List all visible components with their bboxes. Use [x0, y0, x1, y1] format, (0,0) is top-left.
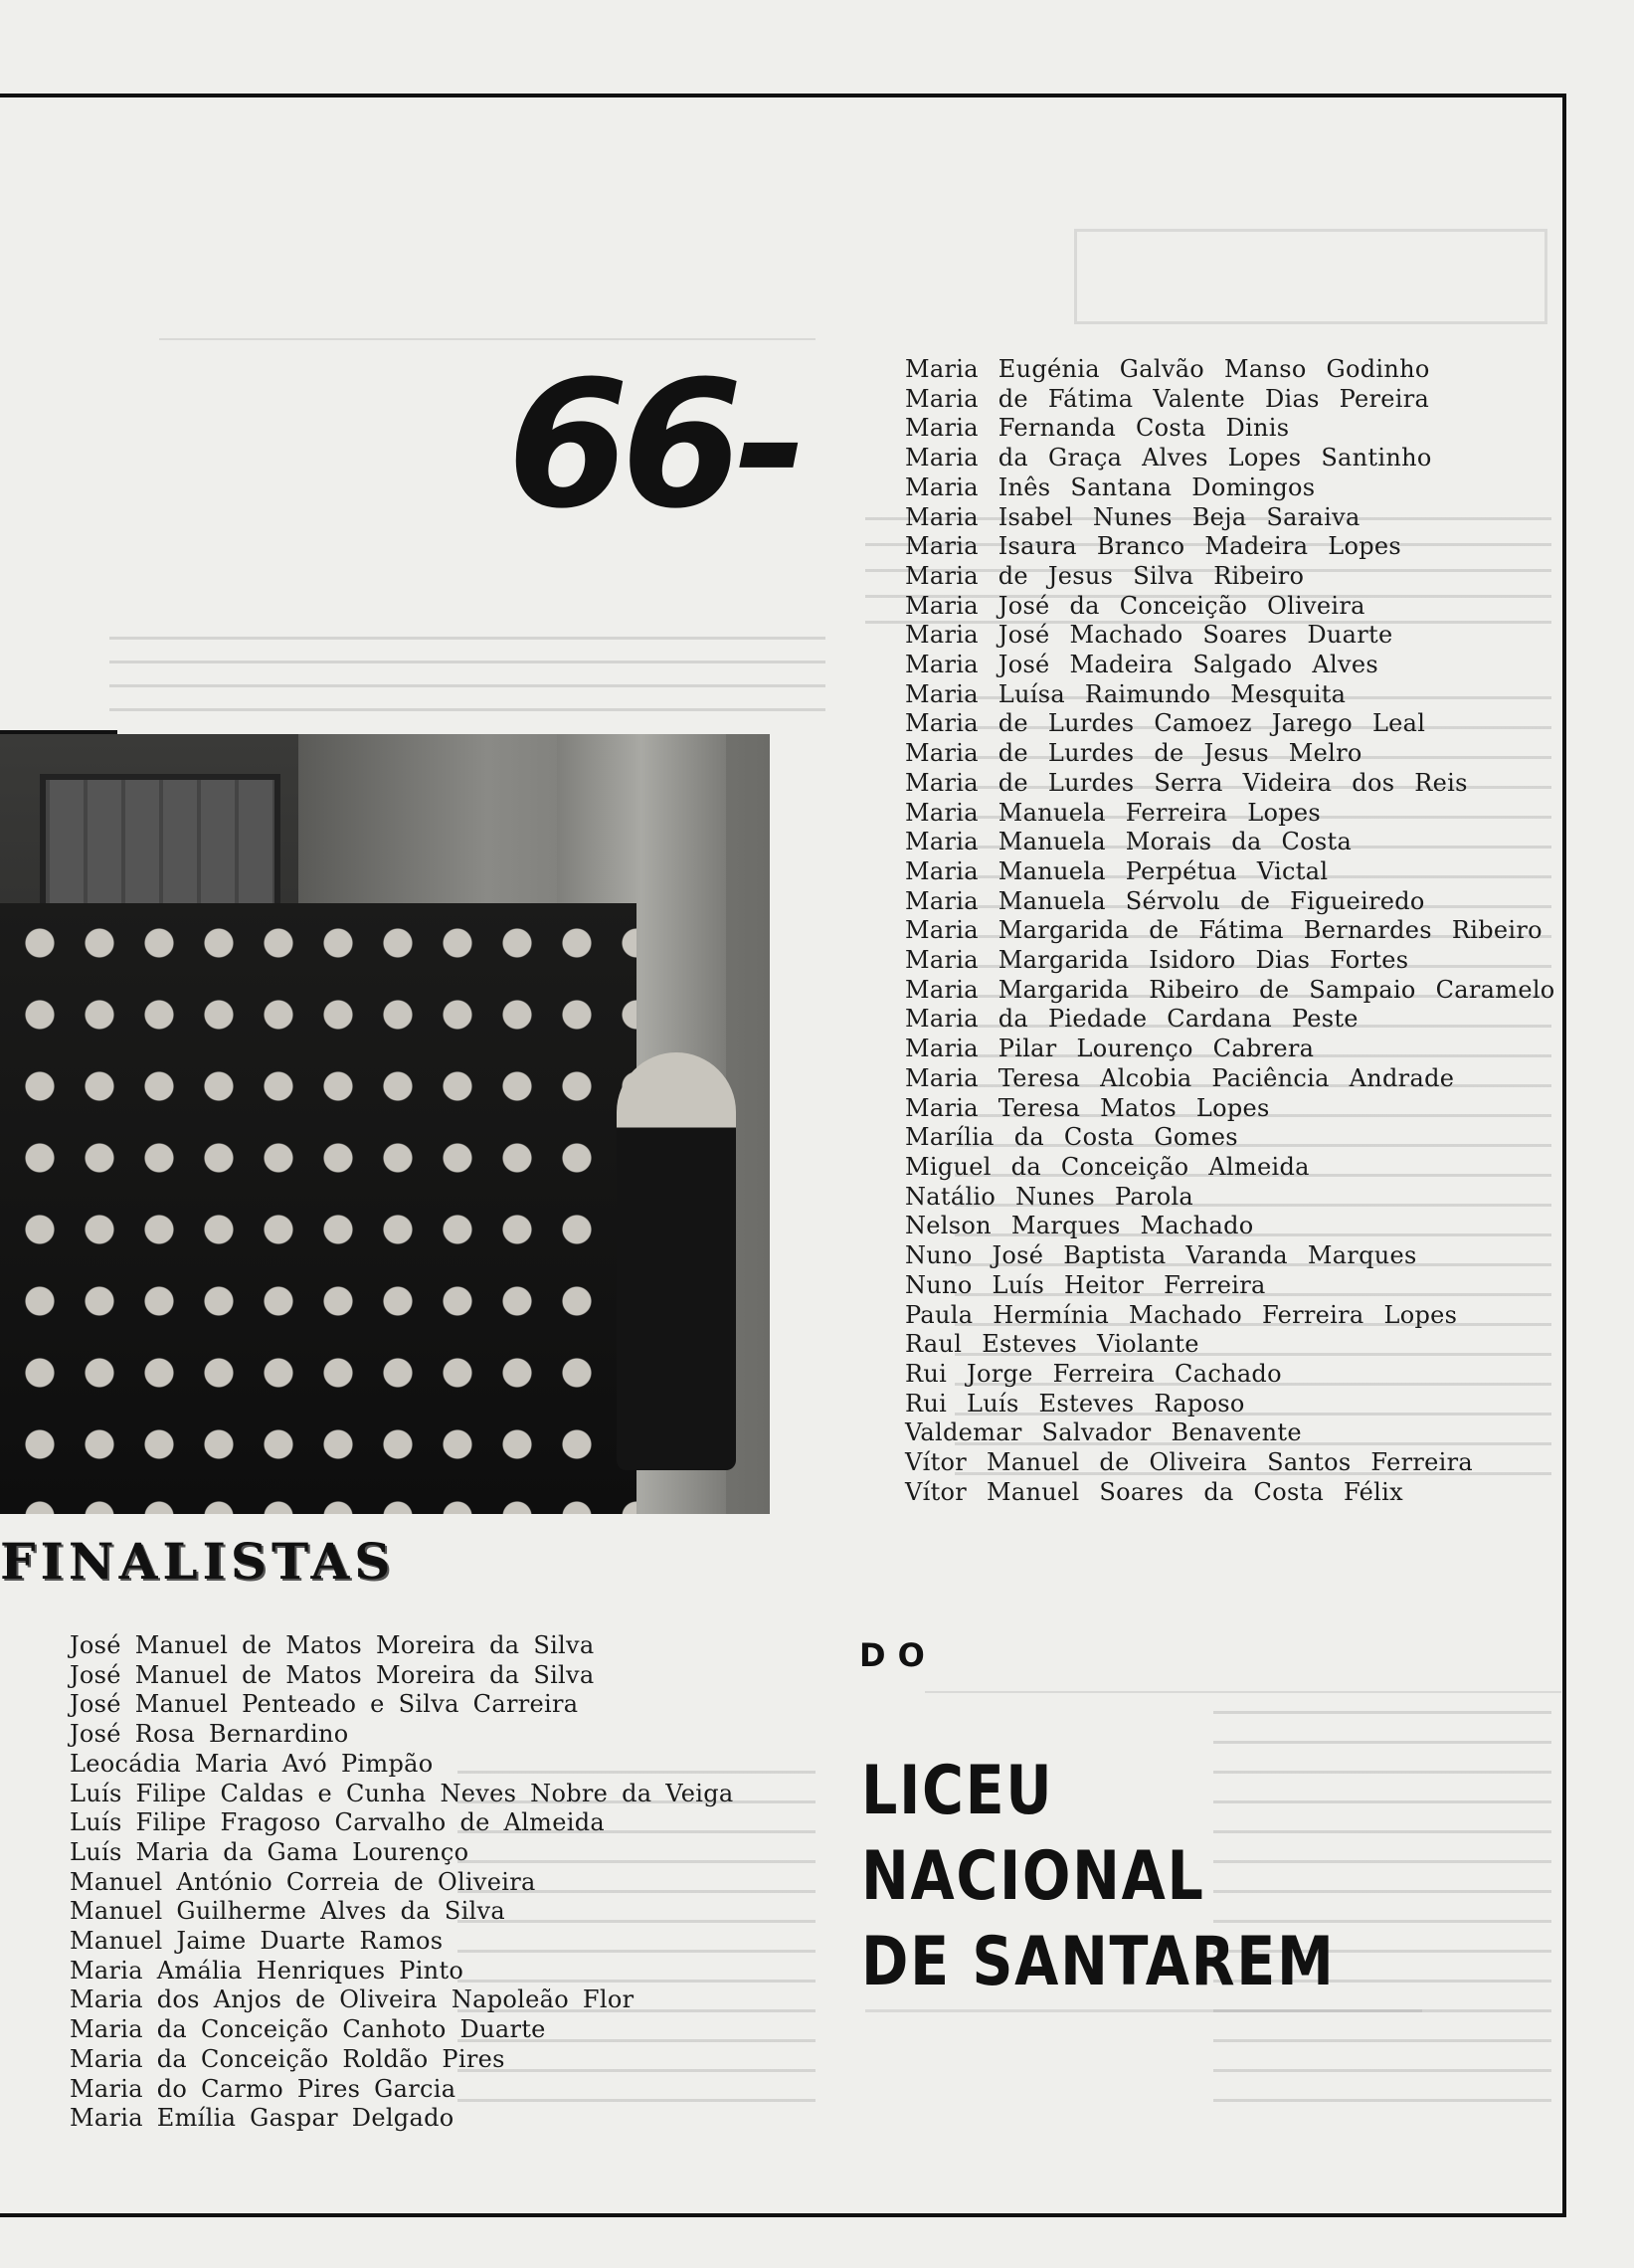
graduate-name: Maria Manuela Sérvolu de Figueiredo	[905, 886, 1425, 915]
bottom-rule	[0, 2213, 1566, 2217]
graduate-name: Maria Amália Henriques Pinto	[70, 1956, 464, 1984]
graduate-name: Natálio Nunes Parola	[905, 1182, 1194, 1211]
graduate-name: Maria de Lurdes de Jesus Melro	[905, 739, 1362, 768]
graduate-name: Maria Margarida Isidoro Dias Fortes	[905, 946, 1409, 975]
graduate-name: Raul Esteves Violante	[905, 1330, 1199, 1359]
graduate-name: José Manuel de Matos Moreira da Silva	[70, 1660, 595, 1689]
graduate-name: Maria Teresa Alcobia Paciência Andrade	[905, 1063, 1455, 1092]
graduate-name: Maria José Madeira Salgado Alves	[905, 651, 1378, 679]
graduate-name: Manuel Jaime Duarte Ramos	[70, 1927, 444, 1956]
graduate-name: Nelson Marques Machado	[905, 1212, 1254, 1240]
graduate-name: Paula Hermínia Machado Ferreira Lopes	[905, 1300, 1458, 1329]
graduate-name: Rui Luís Esteves Raposo	[905, 1389, 1245, 1418]
graduate-name: Valdemar Salvador Benavente	[905, 1418, 1302, 1447]
graduate-name: Maria Margarida de Fátima Bernardes Ribeiro	[905, 916, 1543, 945]
graduate-name: Nuno Luís Heitor Ferreira	[905, 1270, 1266, 1299]
school-line-3: DE SANTAREM	[861, 1923, 1336, 2001]
bleed-through-decoration	[109, 637, 825, 726]
graduate-name: Leocádia Maria Avó Pimpão	[70, 1749, 434, 1778]
graduate-name: Miguel da Conceição Almeida	[905, 1152, 1310, 1181]
graduate-name: Maria Eugénia Galvão Manso Godinho	[905, 355, 1430, 383]
graduate-name: Maria da Conceição Roldão Pires	[70, 2044, 505, 2073]
bleed-through-decoration	[925, 1611, 1561, 1693]
graduate-name: Maria da Piedade Cardana Peste	[905, 1005, 1359, 1034]
bleed-through-decoration	[159, 249, 816, 340]
names-list-right	[905, 355, 1555, 1507]
graduate-name: Luís Filipe Caldas e Cunha Neves Nobre da Veiga	[70, 1779, 734, 1807]
graduate-name: Maria dos Anjos de Oliveira Napoleão Flor	[70, 1985, 635, 2014]
bleed-through-decoration	[1074, 229, 1547, 324]
graduate-name: Vítor Manuel de Oliveira Santos Ferreira	[905, 1448, 1473, 1477]
graduate-name: Luís Filipe Fragoso Carvalho de Almeida	[70, 1808, 605, 1837]
graduate-name: Maria Inês Santana Domingos	[905, 472, 1316, 501]
graduate-name: Maria Isabel Nunes Beja Saraiva	[905, 502, 1361, 531]
graduate-name: Manuel Guilherme Alves da Silva	[70, 1897, 505, 1926]
page-number-mark: 66-	[507, 343, 800, 547]
graduate-name: Maria Manuela Perpétua Victal	[905, 856, 1329, 885]
graduate-name: Maria do Carmo Pires Garcia	[70, 2074, 456, 2103]
graduate-name: Manuel António Correia de Oliveira	[70, 1867, 536, 1896]
graduate-name: Maria Margarida Ribeiro de Sampaio Caramelo	[905, 975, 1555, 1004]
graduate-name: Maria Emília Gaspar Delgado	[70, 2104, 454, 2133]
graduate-name: Maria Fernanda Costa Dinis	[905, 414, 1290, 443]
headline-finalistas: FINALISTAS	[0, 1532, 396, 1591]
graduate-name: Maria da Conceição Canhoto Duarte	[70, 2015, 546, 2044]
top-rule	[0, 94, 1566, 97]
graduate-name: Maria Pilar Lourenço Cabrera	[905, 1035, 1315, 1063]
graduate-name: José Manuel Penteado e Silva Carreira	[70, 1690, 579, 1719]
graduate-name: Luís Maria da Gama Lourenço	[70, 1837, 469, 1866]
graduate-name: Marília da Costa Gomes	[905, 1123, 1238, 1152]
graduate-name: Maria de Jesus Silva Ribeiro	[905, 561, 1305, 590]
graduate-name: Nuno José Baptista Varanda Marques	[905, 1241, 1417, 1270]
graduate-name: José Rosa Bernardino	[70, 1720, 349, 1749]
right-rule	[1562, 94, 1566, 2217]
graduate-name: Maria José Machado Soares Duarte	[905, 621, 1393, 650]
graduate-name: Maria Manuela Morais da Costa	[905, 828, 1353, 856]
graduate-name: Maria José da Conceição Oliveira	[905, 591, 1365, 620]
graduate-name: Rui Jorge Ferreira Cachado	[905, 1359, 1282, 1388]
graduate-name: Maria Manuela Ferreira Lopes	[905, 798, 1322, 827]
group-photograph	[0, 734, 770, 1514]
school-line-2: NACIONAL	[861, 1837, 1205, 1916]
graduate-name: Maria de Lurdes Serra Videira dos Reis	[905, 768, 1468, 797]
graduate-name: José Manuel de Matos Moreira da Silva	[70, 1631, 595, 1659]
graduate-name: Maria Teresa Matos Lopes	[905, 1093, 1270, 1122]
graduate-name: Maria de Fátima Valente Dias Pereira	[905, 384, 1430, 413]
bleed-through-decoration	[865, 2009, 1422, 2082]
school-line-1: LICEU	[861, 1752, 1054, 1830]
school-name	[861, 1749, 1336, 2005]
graduate-name: Vítor Manuel Soares da Costa Félix	[905, 1477, 1403, 1506]
graduate-name: Maria Luísa Raimundo Mesquita	[905, 679, 1347, 708]
preposition-do: DO	[859, 1636, 937, 1674]
names-list-left	[70, 1631, 733, 2134]
graduate-name: Maria de Lurdes Camoez Jarego Leal	[905, 709, 1426, 738]
graduate-name: Maria Isaura Branco Madeira Lopes	[905, 532, 1402, 561]
graduate-name: Maria da Graça Alves Lopes Santinho	[905, 444, 1432, 472]
